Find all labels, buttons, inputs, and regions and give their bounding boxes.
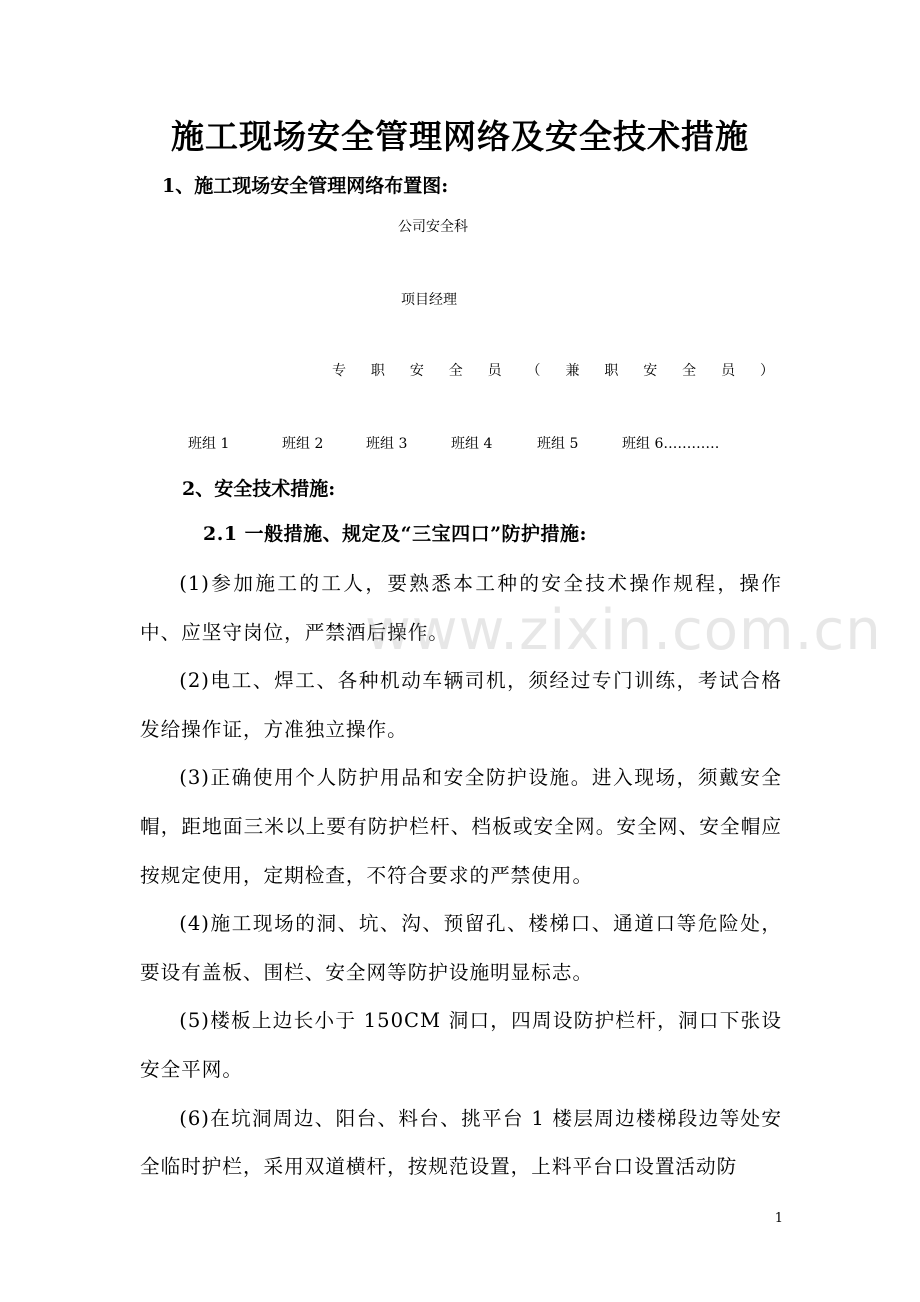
team-label: 班组 4 [451,436,493,452]
section-2-1-heading: 2.1 一般措施、规定及“三宝四口”防护措施: [203,523,588,545]
org-char: 员 [721,363,736,379]
org-level-project-manager: 项目经理 [401,292,457,308]
org-char: 职 [604,363,619,379]
org-team-row [188,434,748,454]
org-level-company-safety: 公司安全科 [398,219,468,235]
section-1-heading: 1、施工现场安全管理网络布置图: [162,175,449,197]
team-label: 班组 5 [537,436,579,452]
org-level-safety-officer [332,361,774,381]
paragraph: (5)楼板上边长小于 150CM 洞口，四周设防护栏杆，洞口下张设安全平网。 [140,1009,782,1081]
team-label: 班组 6………… [622,436,720,452]
org-char: 专 [332,363,346,379]
document-body [140,560,782,1192]
paragraph: (1)参加施工的工人，要熟悉本工种的安全技术操作规程，操作中、应坚守岗位，严禁酒后操作。 [140,572,782,644]
org-char: 全 [448,363,463,379]
paragraph: (3)正确使用个人防护用品和安全防护设施。进入现场，须戴安全帽，距地面三米以上要有防护栏杆、档板或安全网。安全网、安全帽应按规定使用，定期检查，不符合要求的严禁使用。 [140,766,782,887]
team-label: 班组 2 [282,436,324,452]
team-label: 班组 3 [366,436,408,452]
paragraph: (4)施工现场的洞、坑、沟、预留孔、楼梯口、通道口等危险处，要设有盖板、围栏、安全网等防护设施明显标志。 [140,912,782,984]
org-char: 兼 [565,363,580,379]
org-char: ） [759,363,774,379]
org-char: 全 [682,363,697,379]
org-char: 安 [409,363,424,379]
org-char: 安 [643,363,658,379]
org-char: （ [526,363,541,379]
document-title: 施工现场安全管理网络及安全技术措施 [171,117,749,156]
paragraph: (6)在坑洞周边、阳台、料台、挑平台 1 楼层周边楼梯段边等处安全临时护栏，采用双道横杆，按规范设置，上料平台口设置活动防 [140,1106,782,1179]
paragraph: (2)电工、焊工、各种机动车辆司机，须经过专门训练，考试合格发给操作证，方准独立操作。 [140,669,782,741]
page-number: 1 [774,1211,783,1226]
watermark: www.zixin.com.cn [365,598,882,663]
team-label: 班组 1 [188,436,230,452]
section-2-heading: 2、安全技术措施: [182,478,336,500]
org-char: 员 [487,363,502,379]
org-char: 职 [370,363,385,379]
